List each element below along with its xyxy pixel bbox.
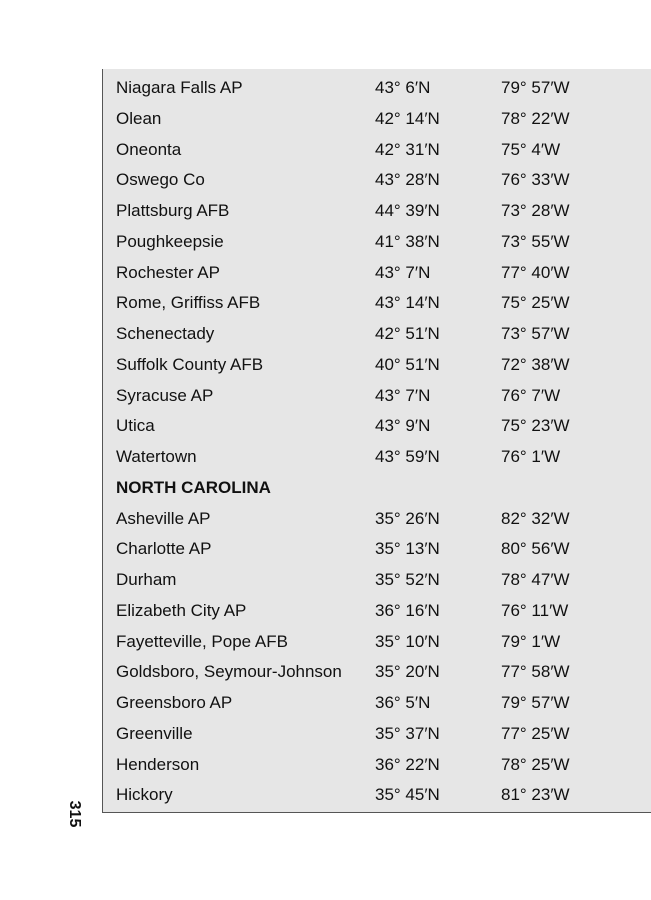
station-name: Schenectady: [116, 324, 215, 343]
table-row: [103, 227, 651, 258]
longitude: 76° 7′W: [501, 385, 561, 405]
latitude: 43° 14′N: [375, 293, 440, 313]
latitude: 43° 7′N: [375, 385, 431, 405]
table-row: [103, 565, 651, 596]
station-name: Greensboro AP: [116, 693, 233, 712]
table-row: [103, 319, 651, 350]
longitude: 76° 11′W: [501, 600, 569, 620]
table-row: [103, 73, 651, 104]
station-name: Niagara Falls AP: [116, 78, 243, 97]
table-row: [103, 196, 651, 227]
station-name: Hickory: [116, 785, 173, 805]
station-name: Rome, Griffiss AFB: [116, 293, 261, 313]
station-name: Asheville AP: [116, 508, 211, 528]
longitude: 79° 57′W: [501, 693, 570, 712]
station-name: Goldsboro, Seymour-Johnson: [116, 662, 342, 682]
table-row: [103, 258, 651, 289]
longitude: 77° 25′W: [501, 723, 570, 743]
latitude: 43° 28′N: [375, 170, 440, 190]
table-row: [103, 504, 651, 535]
longitude: 78° 47′W: [501, 570, 570, 589]
longitude: 79° 57′W: [501, 78, 570, 97]
location-table: [102, 69, 651, 813]
longitude: 75° 23′W: [501, 416, 570, 436]
table-row: [103, 719, 651, 750]
longitude: 76° 1′W: [501, 447, 561, 466]
table-row: [103, 750, 651, 781]
latitude: 42° 31′N: [375, 139, 440, 159]
table-row: [103, 688, 651, 719]
station-name: Utica: [116, 416, 155, 436]
table-row: [103, 596, 651, 627]
latitude: 35° 26′N: [375, 508, 440, 528]
latitude: 36° 16′N: [375, 600, 440, 620]
station-name: Fayetteville, Pope AFB: [116, 631, 288, 651]
table-row: [103, 381, 651, 412]
table-row: [103, 411, 651, 442]
state-heading: NORTH CAROLINA: [116, 477, 271, 497]
table-row: [103, 135, 651, 166]
longitude: 76° 33′W: [501, 170, 570, 190]
table-row: [103, 780, 651, 811]
table-row: [103, 534, 651, 565]
longitude: 73° 28′W: [501, 201, 570, 220]
latitude: 36° 22′N: [375, 754, 440, 774]
longitude: 77° 40′W: [501, 262, 570, 282]
station-name: Plattsburg AFB: [116, 201, 230, 220]
longitude: 82° 32′W: [501, 508, 570, 528]
station-name: Greenville: [116, 723, 193, 743]
section-heading: [103, 473, 651, 504]
station-name: Watertown: [116, 447, 197, 466]
station-name: Henderson: [116, 754, 200, 774]
latitude: 43° 59′N: [375, 447, 440, 466]
station-name: Durham: [116, 570, 177, 589]
longitude: 78° 22′W: [501, 108, 570, 128]
page-number: 315: [66, 800, 83, 828]
station-name: Suffolk County AFB: [116, 354, 264, 374]
table-row: [103, 350, 651, 381]
table-row: [103, 104, 651, 135]
table-row: [103, 627, 651, 658]
longitude: 79° 1′W: [501, 631, 561, 651]
latitude: 35° 52′N: [375, 570, 440, 589]
longitude: 73° 57′W: [501, 324, 570, 343]
table-rows: [103, 73, 651, 811]
latitude: 35° 45′N: [375, 785, 440, 805]
latitude: 41° 38′N: [375, 231, 440, 251]
latitude: 40° 51′N: [375, 354, 440, 374]
latitude: 35° 20′N: [375, 662, 440, 682]
latitude: 36° 5′N: [375, 693, 431, 712]
longitude: 78° 25′W: [501, 754, 570, 774]
latitude: 42° 51′N: [375, 324, 440, 343]
latitude: 35° 37′N: [375, 723, 440, 743]
latitude: 43° 9′N: [375, 416, 431, 436]
longitude: 77° 58′W: [501, 662, 570, 682]
station-name: Oneonta: [116, 139, 182, 159]
table-row: [103, 288, 651, 319]
station-name: Poughkeepsie: [116, 231, 224, 251]
longitude: 72° 38′W: [501, 354, 570, 374]
station-name: Olean: [116, 108, 162, 128]
latitude: 42° 14′N: [375, 108, 440, 128]
latitude: 35° 13′N: [375, 539, 440, 559]
longitude: 73° 55′W: [501, 231, 570, 251]
latitude: 44° 39′N: [375, 201, 440, 220]
station-name: Rochester AP: [116, 262, 220, 282]
latitude: 35° 10′N: [375, 631, 440, 651]
longitude: 75° 25′W: [501, 293, 570, 313]
table-row: [103, 165, 651, 196]
latitude: 43° 6′N: [375, 78, 431, 97]
station-name: Oswego Co: [116, 170, 205, 190]
table-row: [103, 442, 651, 473]
station-name: Elizabeth City AP: [116, 600, 247, 620]
table-row: [103, 657, 651, 688]
longitude: 81° 23′W: [501, 785, 570, 805]
longitude: 75° 4′W: [501, 139, 561, 159]
latitude: 43° 7′N: [375, 262, 431, 282]
station-name: Syracuse AP: [116, 385, 214, 405]
station-name: Charlotte AP: [116, 539, 212, 559]
longitude: 80° 56′W: [501, 539, 570, 559]
